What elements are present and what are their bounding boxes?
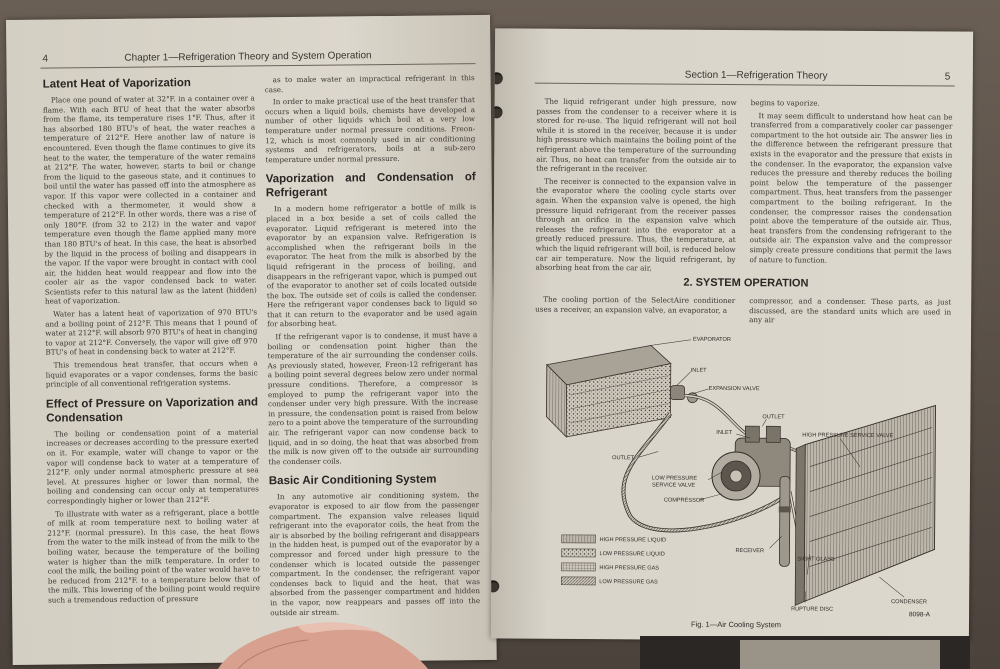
paragraph: To illustrate with water as a refrigerant, place a bottle of milk at room temperature next to boiling water at 212°F. (normal pressure). In this case, the heat flows from the water to the milk instead of from the milk to the boiling water, because the temperature of the boiling water is higher than the milk temperature. In order to cool the milk, the boiling point of the water would have to be reduced from 212°F. to a temperature below that of the milk. This lowering of the boiling point would require such a tremendous reduction of pressure	[47, 506, 261, 605]
legend-lp-gas: LOW PRESSURE GAS	[599, 579, 658, 586]
figure-code: 8098-A	[909, 611, 931, 619]
paragraph: It may seem difficult to understand how heat can be transferred from a comparatively cooler car passenger compartment to the hot outside air. The answer lies in the difference between the refrigerant pressure that exists in the evaporator and the pressure that exists in the condenser. In the evaporator, the expansion valve reduces the pressure and thereby reduces the boiling point below the temperature of the passenger compartment. Thus, heat transfers from the passenger compartment to the boiling refrigerant. In the condenser, the compressor raises the condensation point above the temperature of the outside air. Thus, heat transfers from the condensing refrigerant to the outside air. The expansion valve and the compressor simply create pressure conditions that permit the laws of nature to function.	[749, 110, 953, 265]
binder-hole	[491, 580, 499, 592]
heading-latent-heat: Latent Heat of Vaporization	[42, 77, 191, 91]
paragraph: Water has a latent heat of vaporization of 970 BTU's and a boiling point of 212°F. This means that 1 pound of water at 212°F. will absorb 970 BTU's of heat in changing to vapor at 212°F. Conversely, the vapor will give off 970 BTU's of heat in condensing back to water at 212°F.	[45, 307, 258, 358]
evaporator-unit	[546, 345, 671, 438]
label-outlet-left: OUTLET	[612, 455, 635, 462]
label-expansion-valve: EXPANSION VALVE	[708, 385, 760, 393]
heading-vaporization-condensation: Vaporization and Condensation of Refrigerant	[265, 171, 476, 200]
left-column-1	[43, 75, 261, 608]
label-lp-service-valve-1: LOW PRESSURE	[651, 475, 698, 482]
air-cooling-system-figure	[539, 325, 941, 620]
paragraph: The liquid refrigerant under high pressure, now passes from the condenser to a receiver where it is stored for re-use. The liquid refrigerant will not boil while it is stored in the receiver, because it is under high pressure which maintains the boiling point of the refrigerant above the temperature of the surrounding air. Thus, no heat can transfer from the outside air to the refrigerant in the receiver.	[536, 96, 737, 174]
right-column-1	[535, 97, 736, 277]
label-rupture-disc: RUPTURE DISC	[791, 606, 834, 613]
left-page-number: 4	[42, 53, 49, 65]
left-page	[6, 15, 497, 665]
paragraph: Place one pound of water at 32°F. in a container over a flame. With each BTU of heat that the water absorbs from the flame, its temperature rises 1°F. Thus, after it has absorbed 180 BTU's of heat, the water reaches a temperature of 212°F. Here another law of nature is encountered. Even though the flame continues to give its heat to the water, the temperature of the water remains at 212°F. The water, however, starts to boil or change from the liquid to the gaseous state, and it continues to boil until the water has passed off into the atmosphere as vapor. If this vapor were collected in a container and checked with a thermometer, it would show a temperature of 212°F. In other words, there was a rise of only 180°F. (from 32 to 212) in the water and vapor temperature even though the flame applied many more than 180 BTU's of heat. In this case, the heat is absorbed by the liquid in the process of boiling and disappears in the vapor. If the vapor were brought in contact with cool air, the hidden heat would reappear and flow into the cooler air as the vapor condensed back to water. Scientists refer to this natural law as the latent (hidden) heat of vaporization.	[42, 93, 257, 307]
label-inlet-mid: INLET	[716, 429, 733, 437]
thumb-image	[218, 612, 438, 669]
paragraph: The receiver is connected to the expansion valve in the evaporator where the cooling cycle starts over again. When the expansion valve is opened, the high pressure liquid refrigerant from the receiver passes through an orifice in the expansion valve which releases the refrigerant into the evaporator at a greatly reduced pressure. Thus, the temperature, at which the liquid refrigerant will boil, is reduced below car air temperature. Now the liquid refrigerant, by absorbing heat from the car air,	[535, 176, 737, 273]
legend-lp-liquid: LOW PRESSURE LIQUID	[599, 551, 665, 558]
paragraph: compressor, and a condenser. These parts, as just discussed, are the standard units which are used in any air	[749, 296, 952, 325]
figure-legend	[561, 535, 666, 586]
paragraph: In a modern home refrigerator a bottle of milk is placed in a box beside a set of coils called the evaporator. Liquid refrigerant is metered into the evaporator by an expansion valve. Refrigeration is accomplished when the refrigerant boils in the evaporator. The heat from the milk is absorbed by the liquid refrigerant in the process of boiling, and disappears in the refrigerant vapor, which is pumped out of the evaporator to another set of coils located outside the box. The outside set of coils is called the condenser. Here the refrigerant vapor condenses back to liquid so that it can return to the evaporator and be used again for absorbing heat.	[266, 202, 478, 329]
right-page-header: Section 1—Refrigeration Theory	[684, 69, 828, 82]
paragraph: If the refrigerant vapor is to condense, it must have a boiling or condensation point higher than the temperature of the air surrounding the condenser coils. As previously stated, however, Freon-12 refrigerant has a boiling point several degrees below zero under normal pressure conditions. Therefore, a compressor is employed to pump the refrigerant vapor into the condenser under very high pressure. With the increase in pressure, the condensation point is raised from below zero to a point above the temperature of the surrounding air. The refrigerant vapor can now condense back to liquid, and in so doing, the heat that was absorbed from the milk is now given off to the outside air surrounding the condenser coils.	[267, 330, 479, 467]
lower-page-edge-light	[740, 640, 940, 669]
section-title: 2. SYSTEM OPERATION	[683, 276, 809, 290]
figure-caption: Fig. 1—Air Cooling System	[690, 619, 782, 630]
legend-hp-liquid: HIGH PRESSURE LIQUID	[599, 537, 667, 544]
intro-right	[749, 296, 951, 329]
right-column-2	[749, 98, 952, 268]
compressor-unit	[712, 426, 791, 501]
label-condenser: CONDENSER	[891, 599, 927, 606]
label-lp-service-valve-2: SERVICE VALVE	[651, 482, 696, 489]
label-compressor: COMPRESSOR	[663, 497, 705, 504]
paragraph: This tremendous heat transfer, that occurs when a liquid evaporates or a vapor condenses, forms the basic principle of all conventional refrigeration systems.	[45, 358, 258, 389]
left-header-rule	[41, 63, 476, 69]
heading-basic-ac-system: Basic Air Conditioning System	[268, 473, 437, 488]
heading-effect-of-pressure: Effect of Pressure on Vaporization and Condensation	[45, 396, 259, 425]
paragraph: as to make water an impractical refrigerant in this case.	[264, 73, 475, 94]
legend-hp-gas: HIGH PRESSURE GAS	[599, 565, 660, 572]
paragraph: The boiling or condensation point of a material increases or decreases according to the pressure exerted on it. For example, water will change to vapor or the vapor will condense back to water at a temperature of 212°F. only under normal atmospheric pressure at sea level. At pressures higher or lower than normal, the boiling and condensing can occur only at temperatures correspondingly higher or lower than 212°F.	[46, 427, 259, 506]
right-header-rule	[535, 83, 955, 87]
label-hp-service-valve: HIGH PRESSURE SERVICE VALVE	[802, 432, 894, 440]
right-page-number: 5	[944, 71, 951, 83]
paragraph: The cooling portion of the SelectAire conditioner uses a receiver, an expansion valve, an evaporator, a	[535, 294, 736, 315]
label-sight-glass: SIGHT GLASS	[797, 556, 835, 563]
label-receiver: RECEIVER	[735, 548, 765, 555]
label-outlet-right: OUTLET	[762, 414, 785, 421]
left-page-header: Chapter 1—Refrigeration Theory and System Operation	[124, 50, 372, 64]
right-page	[491, 28, 973, 641]
label-inlet-top: INLET	[690, 367, 707, 374]
receiver-unit	[778, 476, 791, 566]
paragraph: begins to vaporize.	[750, 98, 820, 108]
label-evaporator: EVAPORATOR	[692, 336, 731, 343]
expansion-valve	[671, 386, 698, 403]
paragraph: In order to make practical use of the heat transfer that occurs when a liquid boils, chemists have developed a number of other liquids which boil at a very low temperature under normal pressure conditions. Freon-12, which is most commonly used in air conditioning systems and refrigerators, boils at a sub-zero temperature under normal pressure.	[264, 95, 476, 165]
left-column-2	[265, 73, 481, 620]
paragraph: In any automotive air conditioning system, the evaporator is exposed to air flow from the passenger compartment. The expansion valve releases liquid refrigerant into the evaporator coils, the heat from the air is absorbed by the boiling refrigerant and disappears in the hidden heat, is pumped out of the evaporator by a compressor and forced under high pressure to the condenser which is located outside the passenger compartment. In the condenser, the refrigerant vapor condenses back to liquid and the heat, that was absorbed from the passenger compartment and hidden in the vapor, now reappears and passes off into the outside air stream.	[269, 490, 481, 617]
intro-left	[535, 295, 735, 319]
figure-drawing	[539, 325, 941, 620]
